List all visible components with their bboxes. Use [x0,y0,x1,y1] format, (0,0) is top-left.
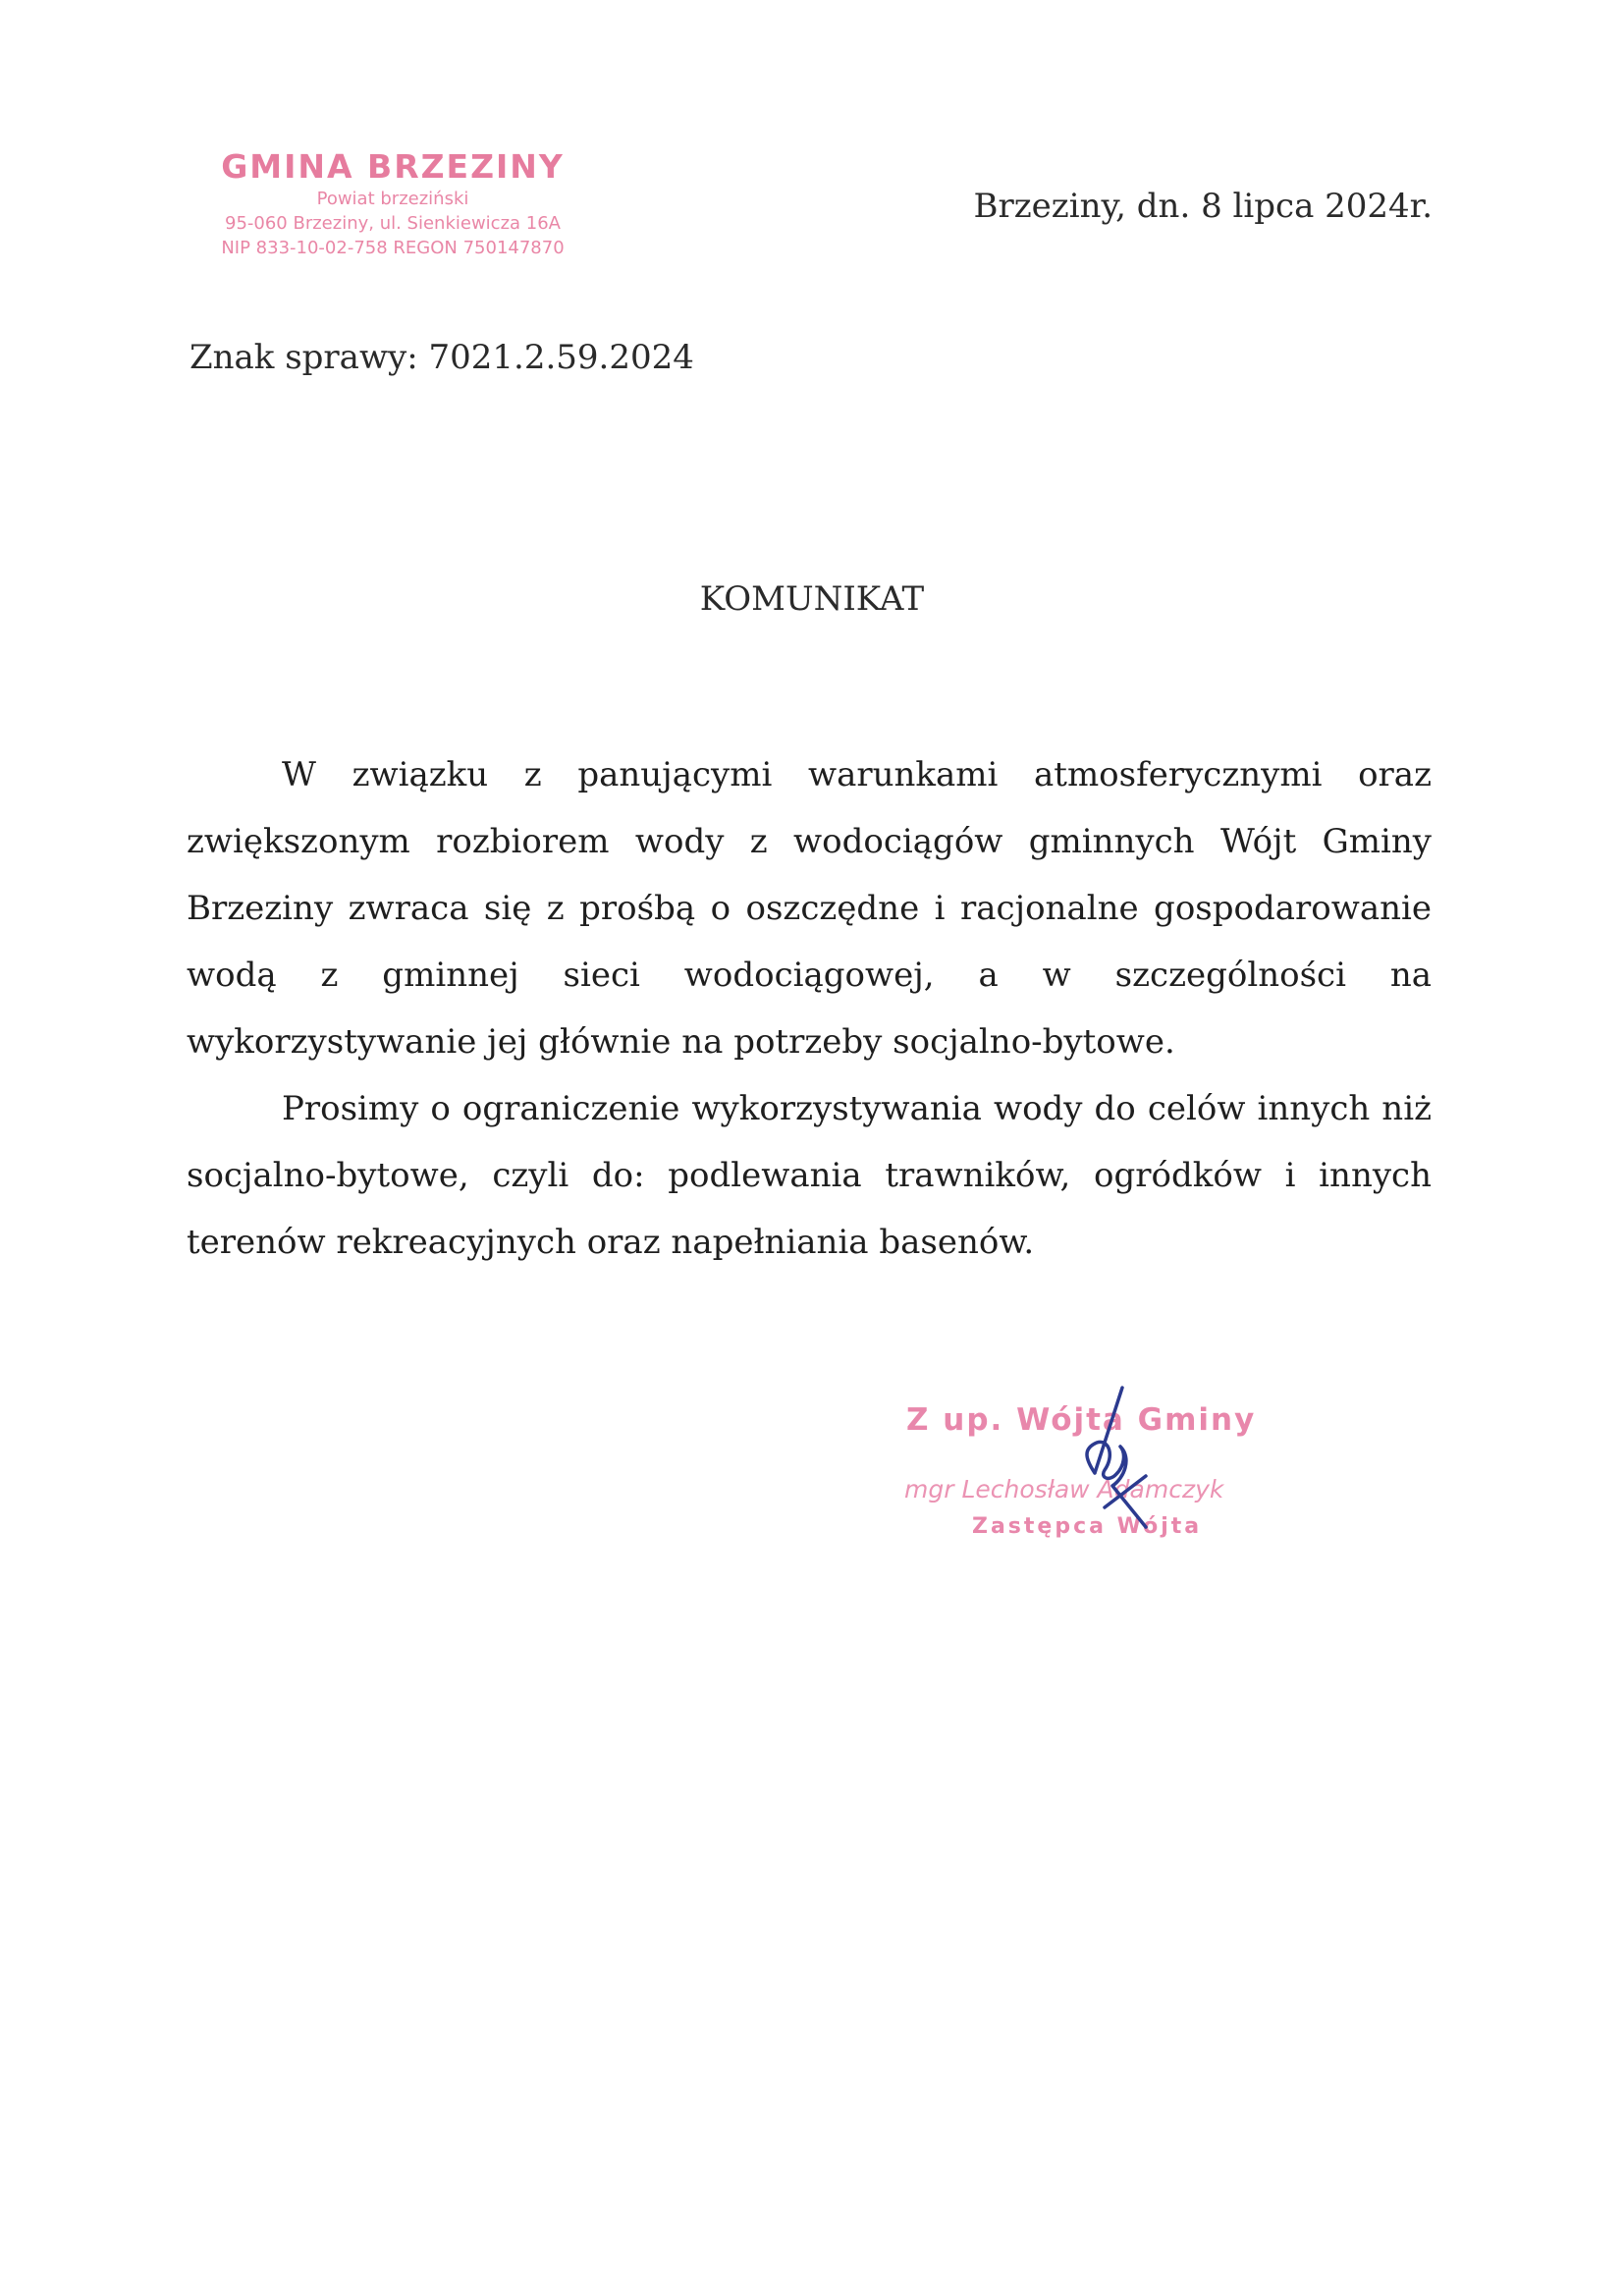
stamp-address: 95-060 Brzeziny, ul. Sienkiewicza 16A [225,213,561,234]
body-paragraph-1: W związku z panującymi warunkami atmosferycznymi oraz zwiększonym rozbiorem wody z wodociągów gminnych Wójt Gminy Brzeziny zwraca się z prośbą o oszczędne i racjonalne gospodarowanie wodą z gminnej sieci wodociągowej, a w szczególności na wykorzystywanie jej głównie na potrzeby socjalno-bytowe. [187,755,1432,1062]
signature-stamp-authority: Z up. Wójta Gminy [906,1402,1257,1438]
signature-stamp-name: mgr Lechosław Adamczyk [904,1475,1224,1503]
handwritten-signature [1056,1380,1164,1557]
stamp-county: Powiat brzeziński [316,189,469,209]
case-reference: Znak sprawy: 7021.2.59.2024 [189,338,694,377]
document-heading: KOMUNIKAT [699,579,925,619]
document-date: Brzeziny, dn. 8 lipca 2024r. [973,187,1433,226]
signature-stamp-title: Zastępca Wójta [972,1514,1203,1539]
stamp-title: GMINA BRZEZINY [221,147,565,186]
municipality-stamp [211,147,574,260]
body-paragraph-2: Prosimy o ograniczenie wykorzystywania wody do celów innych niż socjalno-bytowe, czyli do: podlewania trawników, ogródków i innych terenów rekreacyjnych oraz napełniania basenów. [187,1089,1432,1262]
document-body [187,741,1432,1276]
stamp-tax-ids: NIP 833-10-02-758 REGON 750147870 [221,238,565,258]
